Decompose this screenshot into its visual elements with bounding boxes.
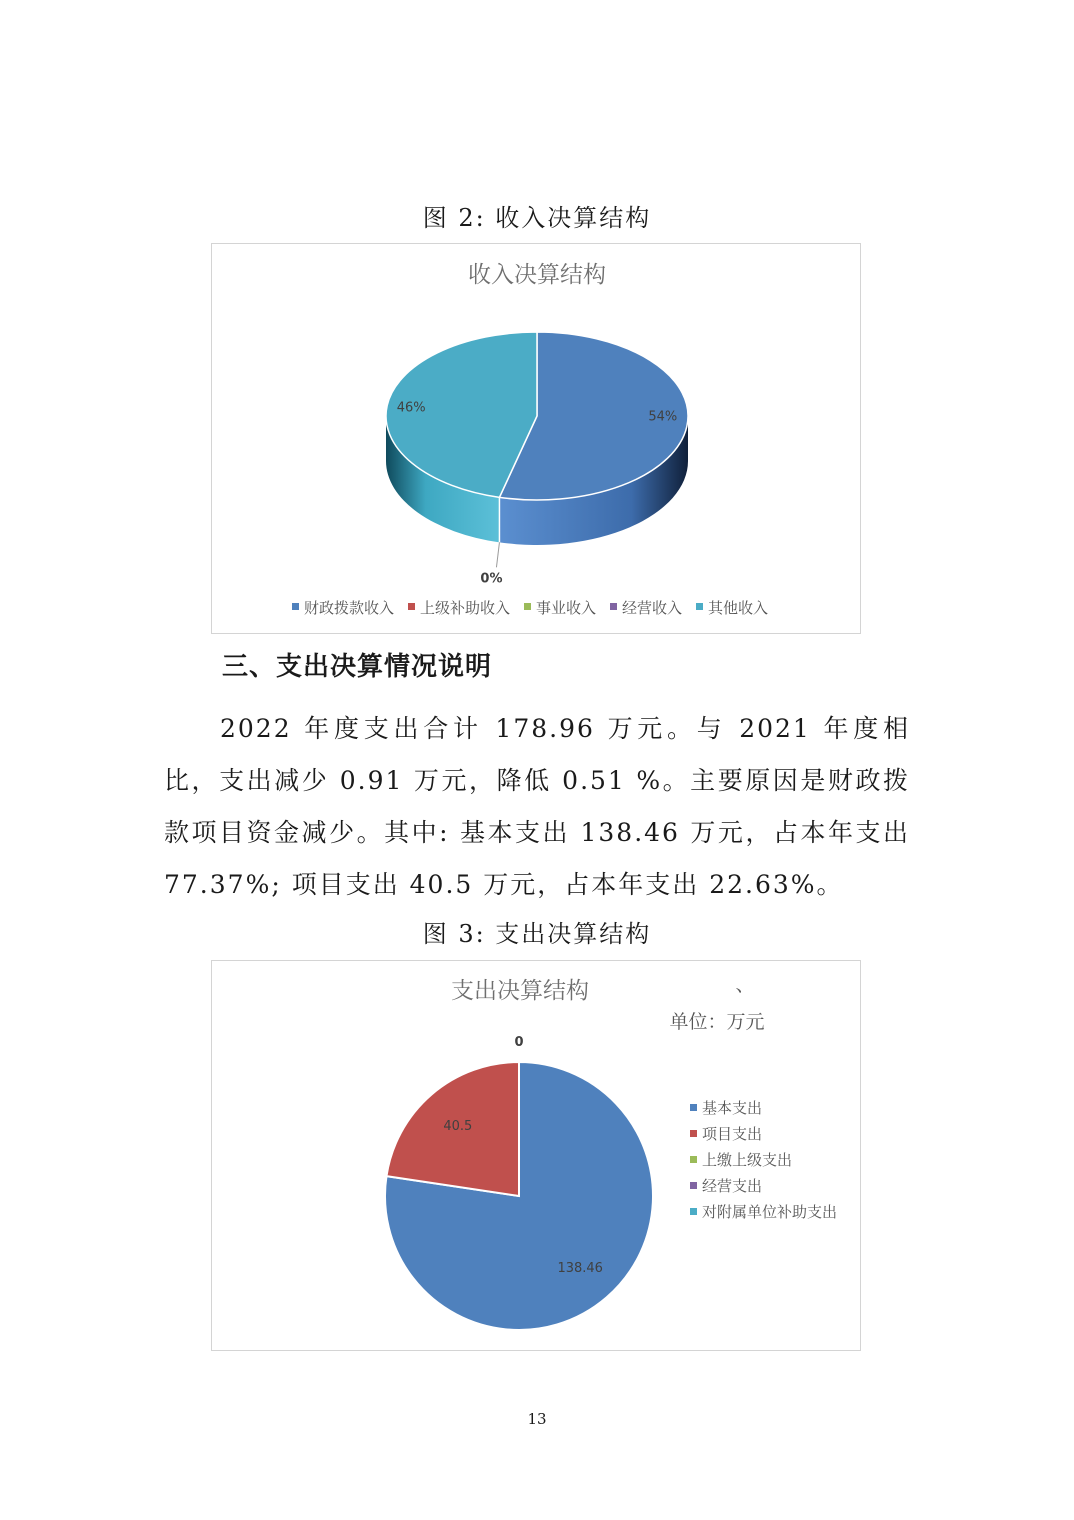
- income-legend-label: 其他收入: [708, 599, 769, 617]
- expenditure-chart-title: 支出决算结构: [451, 978, 589, 1004]
- expenditure-pie-svg: [212, 961, 862, 1352]
- income-chart-title: 收入决算结构: [468, 262, 606, 288]
- income-legend-label: 上级补助收入: [420, 599, 511, 617]
- income-legend-label: 事业收入: [536, 599, 597, 617]
- income-data-label: 46%: [396, 400, 426, 416]
- income-structure-chart: [211, 243, 861, 634]
- expenditure-legend-swatch: [690, 1208, 697, 1215]
- figure-2-caption: 图 2: 收入决算结构: [422, 204, 652, 232]
- expenditure-paragraph: 2022 年度支出合计 178.96 万元。与 2021 年度相比，支出减少 0.91 万元，降低 0.51 %。主要原因是财政拨款项目资金减少。其中: 基本支出 138.46 万元，占本年支出 77.37%; 项目支出 40.5 万元，占本年支出 22.63%。: [164, 714, 910, 899]
- expenditure-legend-swatch: [690, 1182, 697, 1189]
- expenditure-legend-swatch: [690, 1156, 697, 1163]
- income-legend-swatch: [610, 603, 617, 610]
- zero-leader-line: [496, 542, 499, 567]
- expenditure-legend-label: 基本支出: [702, 1099, 763, 1117]
- figure-3-caption: 图 3: 支出决算结构: [422, 920, 652, 948]
- section-heading: 三、支出决算情况说明: [222, 652, 493, 682]
- expenditure-data-label: 40.5: [443, 1118, 473, 1134]
- income-legend-swatch: [408, 603, 415, 610]
- expenditure-legend-label: 对附属单位补助支出: [702, 1203, 838, 1221]
- income-legend-label: 财政拨款收入: [304, 599, 395, 617]
- income-legend-swatch: [696, 603, 703, 610]
- income-legend-label: 经营收入: [622, 599, 683, 617]
- income-legend-swatch: [292, 603, 299, 610]
- expenditure-data-label: 138.46: [557, 1261, 603, 1277]
- expenditure-legend-label: 项目支出: [702, 1125, 763, 1143]
- income-legend-swatch: [524, 603, 531, 610]
- expenditure-legend-label: 上缴上级支出: [702, 1151, 793, 1169]
- income-zero-label: 0%: [480, 571, 503, 587]
- page-number: 13: [527, 1410, 547, 1428]
- stray-mark: 、: [735, 974, 755, 996]
- expenditure-structure-chart: [211, 960, 861, 1351]
- unit-label: 单位：万元: [669, 1011, 765, 1033]
- expenditure-legend-label: 经营支出: [702, 1177, 763, 1195]
- expenditure-zero-label: 0: [514, 1035, 524, 1050]
- income-data-label: 54%: [648, 409, 678, 425]
- expenditure-legend-swatch: [690, 1104, 697, 1111]
- expenditure-legend-swatch: [690, 1130, 697, 1137]
- income-pie-svg: [212, 244, 862, 635]
